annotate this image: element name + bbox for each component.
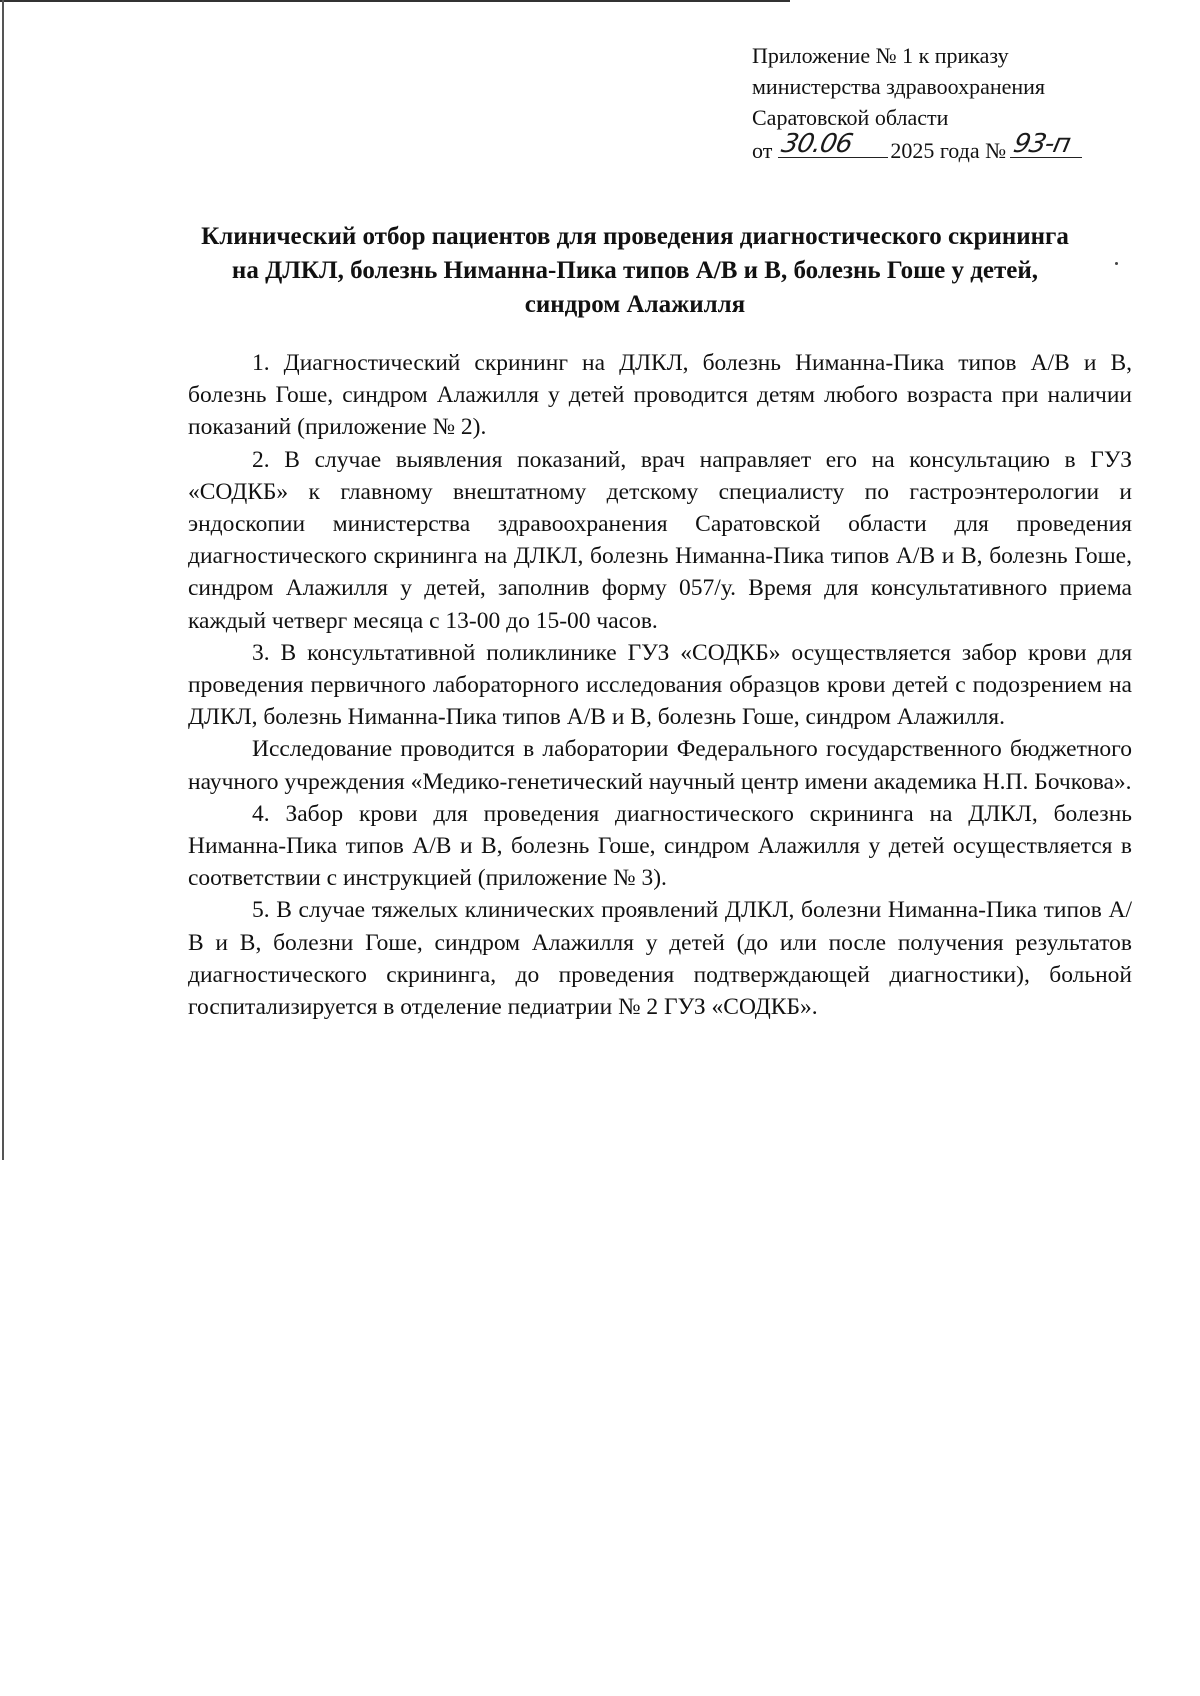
header-line-appendix: Приложение № 1 к приказу	[752, 43, 1009, 68]
header-line-ministry: министерства здравоохранения	[752, 74, 1046, 99]
year-text: 2025 года №	[890, 138, 1007, 163]
handwritten-date: 30.06	[779, 129, 855, 159]
scan-speck	[1115, 262, 1118, 265]
paragraph-2: 2. В случае выявления показаний, врач направляет его на консультацию в ГУЗ «СОДКБ» к главному внештатному детскому специалисту по гастроэнтерологии и эндоскопии министерства здравоохранения Саратовской области для проведения диагностического скрининга на ДЛКЛ, болезнь Ниманна-Пика типов А/В и В, болезнь Гоше, синдром Алажилля у детей, заполнив форму 057/у. Время для консультативного приема каждый четверг месяца с 13-00 до 15-00 часов.	[188, 446, 1132, 634]
date-blank	[778, 129, 888, 159]
scan-left-edge-line	[2, 0, 4, 1160]
paragraph-3: 3. В консультативной поликлинике ГУЗ «СОДКБ» осуществляется забор крови для проведения первичного лабораторного исследования образцов крови детей с подозрением на ДЛКЛ, болезнь Ниманна-Пика типов А/В и В, болезнь Гоше, синдром Алажилля.	[188, 639, 1132, 731]
header-line-region: Саратовской области	[752, 105, 949, 130]
paragraph-5: 5. В случае тяжелых клинических проявлений ДЛКЛ, болезни Ниманна-Пика типов А/В и В, болезни Гоше, синдром Алажилля у детей (до или после получения результатов диагностического скрининга, до проведения подтверждающей диагностики), больной госпитализируется в отделение педиатрии № 2 ГУЗ «СОДКБ».	[188, 897, 1132, 1021]
document-body	[188, 347, 1132, 1023]
paragraph-3-research: Исследование проводится в лаборатории Федерального государственного бюджетного научного учреждения «Медико-генетический научный центр имени академика Н.П. Бочкова».	[188, 736, 1132, 795]
scan-top-edge-line	[0, 0, 790, 2]
header-order-date-number	[752, 129, 1152, 166]
handwritten-number: 93-п	[1010, 129, 1073, 159]
paragraph-4: 4. Забор крови для проведения диагностического скрининга на ДЛКЛ, болезнь Ниманна-Пика типов А/В и В, болезнь Гоше, синдром Алажилля у детей осуществляется в соответствии с инструкцией (приложение № 3).	[188, 800, 1132, 892]
paragraph-1: 1. Диагностический скрининг на ДЛКЛ, болезнь Ниманна-Пика типов А/В и В, болезнь Гоше, синдром Алажилля у детей проводится детям любого возраста при наличии показаний (приложение № 2).	[188, 350, 1132, 441]
from-label: от	[752, 138, 773, 163]
document-title: Клинический отбор пациентов для проведения диагностического скрининга на ДЛКЛ, болезнь Ниманна-Пика типов А/В и В, болезнь Гоше у детей, синдром Алажилля	[201, 223, 1069, 318]
number-blank	[1010, 129, 1082, 159]
appendix-header	[752, 40, 1152, 166]
